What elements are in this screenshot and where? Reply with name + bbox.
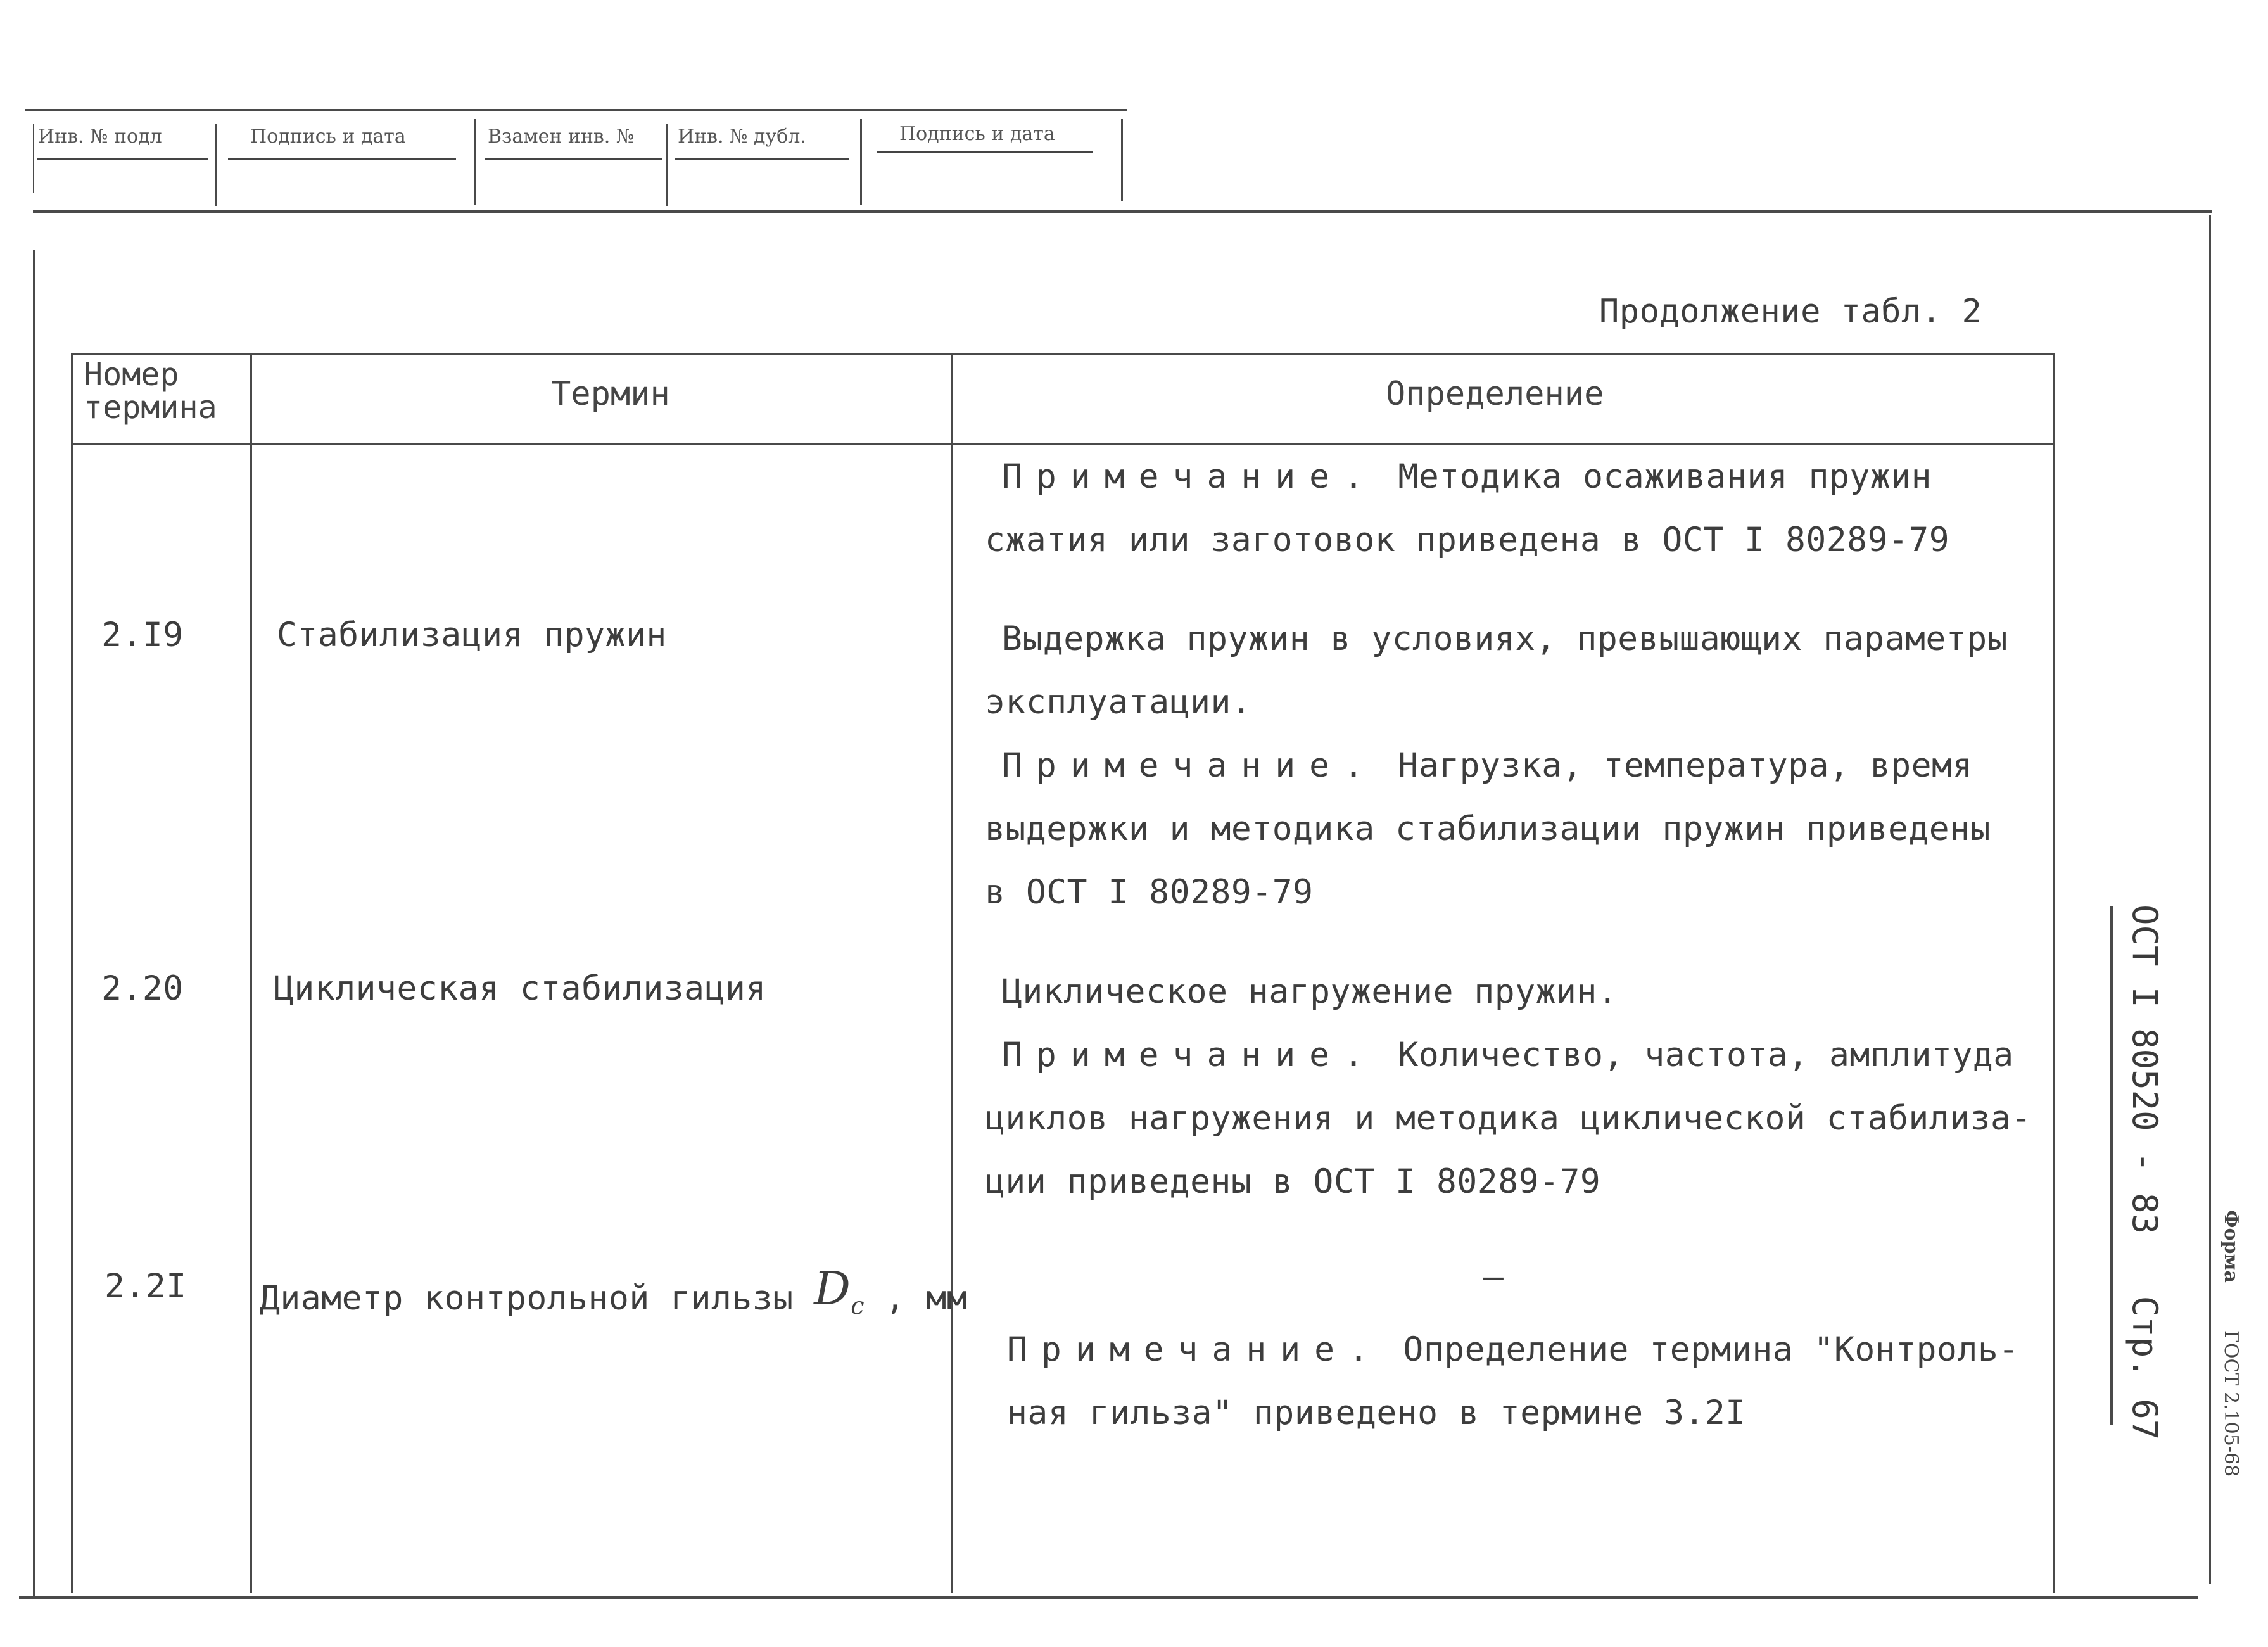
definition-line: ная гильза" приведено в термине 3.2I <box>1007 1394 1746 1432</box>
definition-line: в ОСТ I 80289-79 <box>985 873 1314 912</box>
definition-line: ции приведены в ОСТ I 80289-79 <box>985 1162 1601 1201</box>
header-term: Термин <box>551 375 670 413</box>
side-page-label: Стр. 67 <box>2125 1295 2165 1440</box>
stamp-cell-inv-podl: Инв. № подл <box>38 125 162 148</box>
term-name: Стабилизация пружин <box>277 616 667 654</box>
note-label: Примечание. <box>1002 457 1378 496</box>
side-doc-code: ОСТ I 80520 - 83 Стр. 67 <box>2125 905 2165 1440</box>
definition-line: сжатия или заготовок приведена в ОСТ I 80289-79 <box>985 521 1950 559</box>
term-name: Циклическая стабилизация <box>274 969 766 1008</box>
note-label: Примечание. <box>1002 746 1378 785</box>
term-number: 2.20 <box>101 969 184 1008</box>
definition-line: Примечание. Методика осаживания пружин <box>1002 457 1932 496</box>
side-doc-rule <box>2110 906 2113 1425</box>
stamp-cell-signature-date-2: Подпись и дата <box>899 123 1055 145</box>
side-form-label: Форма <box>2220 1210 2242 1283</box>
definition-line: Циклическое нагружение пружин. <box>1002 972 1618 1011</box>
note-label: Примечание. <box>1007 1330 1383 1369</box>
stamp-cell-inv-dubl: Инв. № дубл. <box>678 125 806 148</box>
note-label: Примечание. <box>1002 1036 1378 1074</box>
term-number: 2.2I <box>105 1267 187 1306</box>
definition-line: Примечание. Нагрузка, температура, время <box>1002 746 1973 785</box>
term-number: 2.I9 <box>101 616 184 654</box>
definition-line: Примечание. Количество, частота, амплитуда <box>1002 1036 2014 1074</box>
definition-line: Выдержка пружин в условиях, превышающих параметры <box>1002 620 2008 658</box>
header-number-line-2: термина <box>84 389 217 426</box>
definition-line: Примечание. Определение термина "Контроль- <box>1007 1330 2019 1369</box>
stamp-cell-replacement-inv: Взамен инв. № <box>488 125 635 148</box>
term-name: Диаметр контрольной гильзы $D_c$ , мм <box>260 1262 968 1320</box>
definition-line: циклов нагружения и методика циклической стабилиза- <box>985 1099 2032 1138</box>
term-symbol: $D_c$ <box>814 1262 865 1320</box>
definition-dash: – <box>1483 1257 1504 1296</box>
side-gost-label: ГОСТ 2.105-68 <box>2220 1330 2242 1477</box>
table-caption: Продолжение табл. 2 <box>1599 293 1982 331</box>
stamp-cell-signature-date: Подпись и дата <box>250 125 406 148</box>
header-number <box>84 358 217 424</box>
definition-line: эксплуатации. <box>985 683 1252 722</box>
definition-line: выдержки и методика стабилизации пружин приведены <box>985 810 1991 848</box>
header-number-line-1: Номер <box>84 356 179 393</box>
header-definition: Определение <box>1386 375 1604 413</box>
